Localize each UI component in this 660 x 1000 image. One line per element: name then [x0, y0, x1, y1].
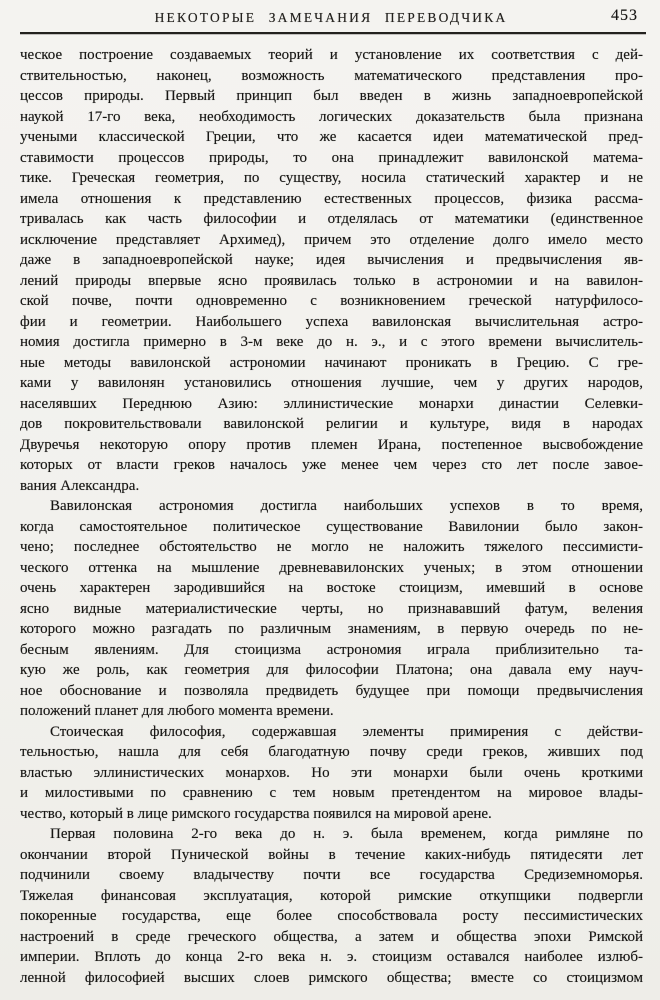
text-line: Тяжелая финансовая эксплуатация, которой римские откупщики подвергли [20, 887, 643, 904]
running-head: НЕКОТОРЫЕ ЗАМЕЧАНИЯ ПЕРЕВОДЧИКА [154, 10, 508, 25]
text-line: положений планет для любого момента времени. [20, 703, 334, 719]
header-rule [20, 32, 646, 34]
text-line: номия достигла примерно в 3-м веке до н. э., и с этого времени вычислитель- [20, 334, 643, 350]
text-line: лений природы впервые ясно проявилась только в астрономии и на вавилон- [20, 272, 643, 289]
text-line: учеными классической Греции, что же касается идеи математической пред- [20, 129, 643, 145]
text-line: ками у вавилонян установились отношения лучшие, чем у других народов, [20, 375, 643, 391]
text-line: ные методы вавилонской астрономии начинают проникать в Грецию. С гре- [20, 354, 643, 371]
text-line: тривалась как часть философии и отделялась от математики (единственное [20, 211, 643, 227]
text-line: когда самостоятельное политическое существование Вавилонии было закон- [20, 518, 643, 535]
page-number: 453 [611, 7, 638, 24]
text-line: очень характерен зародившийся на востоке стоицизм, имевший в основе [20, 580, 643, 596]
text-line: ставимости процессов природы, то она принадлежит вавилонской матема- [20, 149, 643, 166]
text-line: ской почве, почти одновременно с возникновением греческой натурфилосо- [20, 293, 643, 309]
text-line: дов покровительствовали вавилонской религии и культуре, видя в народах [20, 416, 643, 432]
text-line: ческое построение создаваемых теорий и установление их соответствия с дей- [20, 47, 643, 63]
text-line: вания Александра. [20, 477, 140, 494]
text-line: исключение представляет Архимед), причем это отделение долго имело место [20, 231, 643, 248]
text-line: окончании второй Пунической войны в течение каких-нибудь пятидесяти лет [20, 846, 643, 863]
text-line: чено; последнее обстоятельство не могло не наложить тяжелого пессимисти- [20, 539, 643, 555]
text-line: ленной философией высших слоев римского общества; вместе со стоицизмом [20, 969, 643, 986]
text-line: фии и геометрии. Наибольшего успеха вавилонская вычислительная астро- [20, 313, 643, 330]
text-line: Вавилонская астрономия достигла наибольших успехов в то время, [50, 498, 643, 514]
text-line: ясно видные материалистические черты, но признававший фатум, веления [20, 600, 643, 617]
page-header [20, 9, 642, 29]
text-line: цессов природы. Первый принцип был введен в жизнь западноевропейской [20, 88, 643, 104]
text-line: тельностью, нашла для себя благодатную почву среди греков, живших под [20, 744, 643, 760]
text-line: которых от власти греков началось уже менее чем через сто лет после завое- [20, 457, 643, 473]
text-line: имела отношения к представлению естественных процессов, физика рассма- [20, 190, 643, 207]
text-line: настроений в среде греческого общества, а затем и общества эпохи Римской [20, 928, 643, 945]
paragraph [20, 824, 643, 988]
text-line: ное обоснование и позволяла предвидеть будущее при помощи предвычисления [20, 682, 643, 699]
paragraph [20, 496, 643, 722]
text-line: Стоическая философия, содержавшая элементы примирения с действи- [50, 723, 643, 740]
text-line: чество, который в лице римского государства появился на мировой арене. [20, 805, 492, 822]
text-line: которого можно разгадать по различным знамениям, в первую очередь по не- [20, 621, 643, 637]
text-line: ческого оттенка на мышление древневавилонских ученых; в этом отношении [20, 559, 643, 576]
body-text [20, 45, 643, 988]
text-line: кую же роль, как геометрия для философии Платона; она давала ему науч- [20, 662, 643, 678]
text-line: покоренные государства, еще более способствовала росту пессимистических [20, 908, 643, 924]
text-line: и милостивыми по сравнению с тем новым претендентом на мировое влады- [20, 785, 643, 801]
text-line: тике. Греческая геометрия, по существу, носила статический характер и не [20, 170, 643, 186]
paragraph [20, 45, 643, 496]
paragraph [20, 722, 643, 825]
text-line: даже в западноевропейской науке; идея вычисления и предвычисления яв- [20, 252, 643, 268]
text-line: властью эллинистических монархов. Но эти монархи были очень кроткими [20, 764, 643, 781]
text-line: населявших Переднюю Азию: эллинистические монархи династии Селевки- [20, 395, 643, 412]
text-line: Двуречья некоторую опору против племен Ирана, постепенное высвобождение [20, 436, 643, 453]
text-line: Первая половина 2-го века до н. э. была временем, когда римляне по [50, 826, 643, 842]
text-line: бесным явлениям. Для стоицизма астрономия играла приблизительно та- [20, 641, 643, 658]
text-line: ствительностью, наконец, возможность математического представления про- [20, 67, 643, 84]
text-line: наукой 17-го века, необходимость логических доказательств была признана [20, 108, 643, 125]
text-line: подчинили своему владычеству почти все государства Средиземноморья. [20, 867, 643, 883]
text-line: империи. Вплоть до конца 2-го века н. э. стоицизм оставался наиболее излюб- [20, 949, 643, 965]
